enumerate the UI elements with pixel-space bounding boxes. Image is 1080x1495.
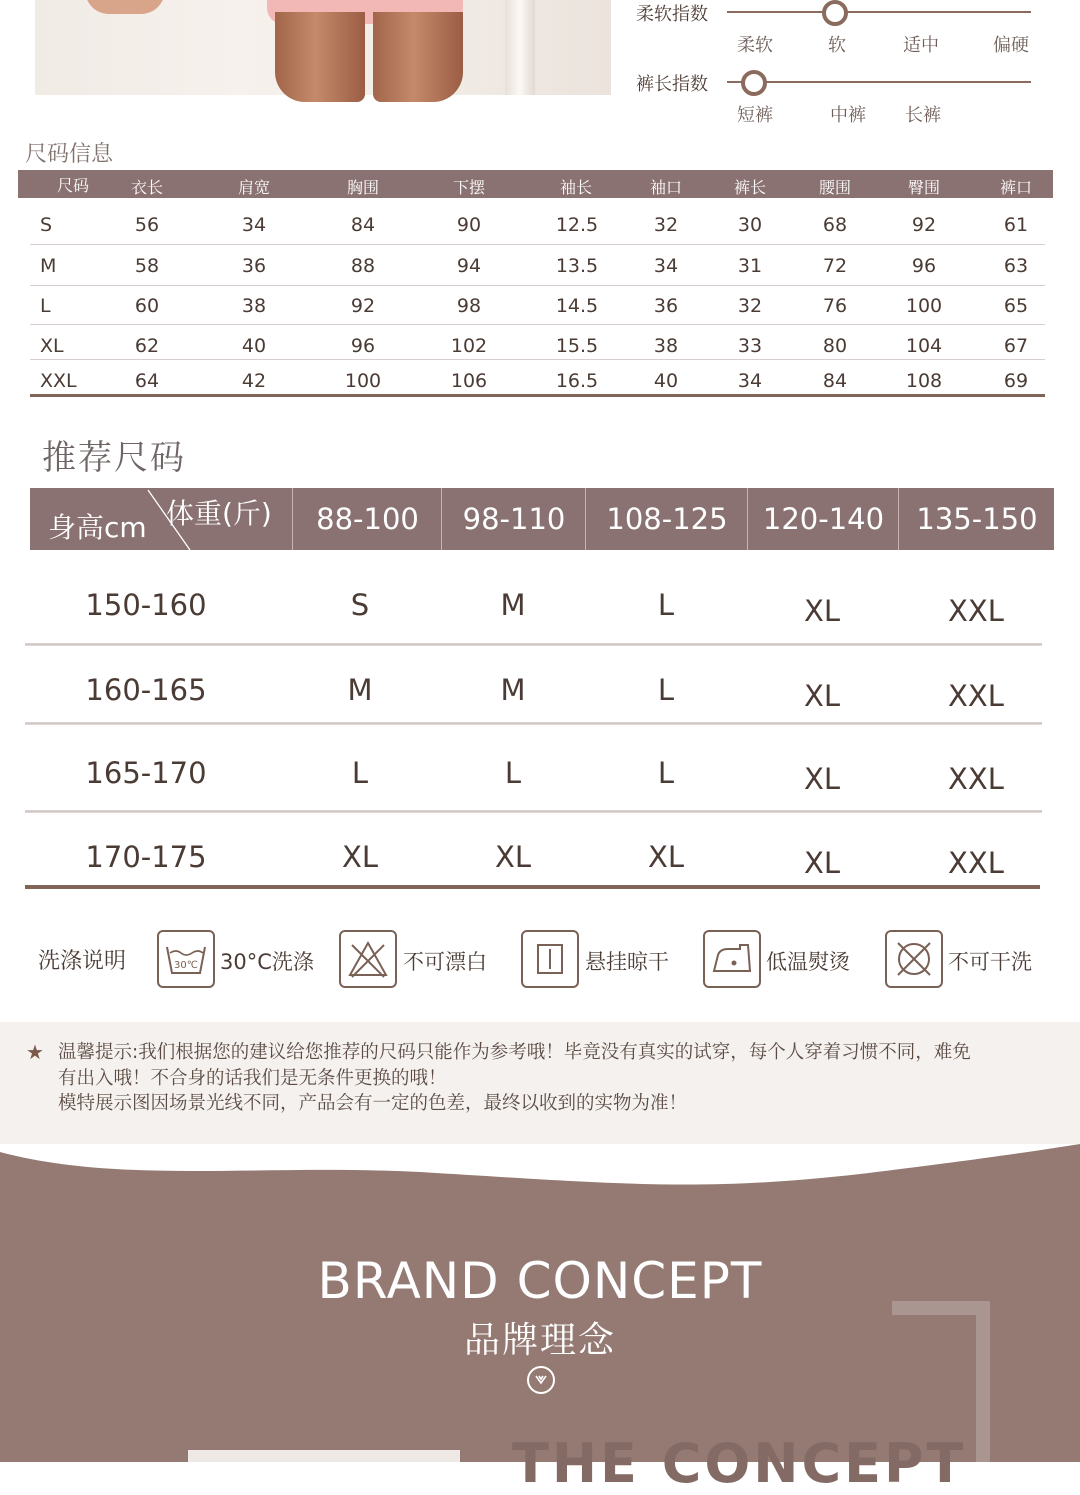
- recommended-size-cell: M: [500, 673, 526, 707]
- size-value-cell: 32: [653, 214, 679, 236]
- height-range-cell: 170-175: [85, 840, 207, 874]
- corner-height-label: 身高cm: [48, 511, 147, 544]
- size-value-cell: 30: [737, 214, 763, 236]
- hang-dry-icon: [521, 930, 579, 988]
- length-option: 短裤: [737, 105, 773, 126]
- star-icon: ★: [26, 1040, 44, 1064]
- recommended-size-cell: M: [347, 673, 373, 707]
- size-value-cell: 98: [456, 295, 482, 317]
- size-value-cell: 67: [1003, 335, 1029, 357]
- row-divider: [30, 285, 1045, 286]
- size-table-header: [18, 170, 1053, 198]
- size-value-cell: 16.5: [555, 370, 599, 392]
- size-value-cell: 102: [450, 335, 488, 357]
- size-value-cell: 88: [350, 255, 376, 277]
- model-leg-right: [373, 12, 463, 102]
- size-value-cell: 108: [905, 370, 943, 392]
- header-cell: 袖长: [559, 178, 593, 197]
- header-cell: 裤长: [733, 178, 767, 197]
- header-cell: 尺码: [57, 176, 90, 195]
- size-value-cell: 69: [1003, 370, 1029, 392]
- tips-line: 温馨提示:我们根据您的建议给您推荐的尺码只能作为参考哦！毕竟没有真实的试穿，每个人穿着习惯不同，难免: [58, 1042, 971, 1063]
- size-value-cell: 36: [653, 295, 679, 317]
- size-value-cell: 100: [905, 295, 943, 317]
- header-cell: 肩宽: [237, 178, 271, 197]
- size-value-cell: 15.5: [555, 335, 599, 357]
- wash-label: 低温熨烫: [766, 950, 850, 974]
- chevron-down-icon: [527, 1366, 555, 1394]
- size-value-cell: 33: [737, 335, 763, 357]
- recommended-size-cell: XL: [803, 846, 841, 880]
- recommend-table-bottom-rule: [25, 885, 1040, 889]
- recommended-size-cell: XXL: [948, 594, 1004, 628]
- size-value-cell: 34: [653, 255, 679, 277]
- header-cell: 胸围: [346, 178, 380, 197]
- recommend-title: 推荐尺码: [42, 438, 186, 478]
- size-value-cell: 92: [350, 295, 376, 317]
- size-value-cell: 61: [1003, 214, 1029, 236]
- size-label-cell: XXL: [40, 370, 77, 392]
- weight-range-header: 108-125: [585, 488, 748, 550]
- size-value-cell: 90: [456, 214, 482, 236]
- size-value-cell: 80: [822, 335, 848, 357]
- wash-label: 不可漂白: [403, 950, 487, 974]
- size-value-cell: 40: [241, 335, 267, 357]
- weight-range-header: 135-150: [898, 488, 1055, 550]
- model-leg-left: [275, 12, 365, 102]
- softness-option: 柔软: [737, 35, 773, 56]
- row-divider: [25, 722, 1042, 725]
- wash-30-icon-text: 30℃: [174, 960, 198, 971]
- recommended-size-cell: L: [657, 673, 675, 707]
- size-value-cell: 34: [241, 214, 267, 236]
- brand-title-en: BRAND CONCEPT: [317, 1252, 763, 1310]
- model-photo: [35, 0, 611, 95]
- wash-label: 不可干洗: [948, 950, 1032, 974]
- header-cell: 衣长: [130, 178, 164, 197]
- weight-range-header: 88-100: [292, 488, 442, 550]
- recommended-size-cell: XXL: [948, 762, 1004, 796]
- size-row: [30, 370, 1045, 396]
- size-row: [30, 214, 1045, 240]
- size-value-cell: 36: [241, 255, 267, 277]
- corner-weight-label: 体重(斤): [166, 497, 272, 530]
- brand-ghost-text: THE CONCEPT: [512, 1432, 967, 1495]
- size-value-cell: 31: [737, 255, 763, 277]
- recommended-size-cell: XXL: [948, 679, 1004, 713]
- recommended-size-cell: L: [657, 756, 675, 790]
- background-pillar: [505, 0, 535, 95]
- brand-title-zh: 品牌理念: [463, 1320, 616, 1361]
- length-option: 长裤: [905, 105, 941, 126]
- size-value-cell: 104: [905, 335, 943, 357]
- header-cell: 腰围: [818, 178, 852, 197]
- recommended-size-cell: XXL: [948, 846, 1004, 880]
- softness-option: 适中: [903, 35, 939, 56]
- height-range-cell: 150-160: [85, 588, 207, 622]
- size-table-bottom-rule: [30, 394, 1045, 397]
- length-index-label: 裤长指数: [636, 74, 708, 95]
- size-value-cell: 84: [350, 214, 376, 236]
- low-iron-icon: [703, 930, 761, 988]
- header-cell: 下摆: [452, 178, 486, 197]
- size-label-cell: L: [40, 295, 51, 317]
- model-hand: [85, 0, 165, 14]
- height-range-cell: 160-165: [85, 673, 207, 707]
- recommended-size-cell: XL: [494, 840, 532, 874]
- softness-index-label: 柔软指数: [636, 4, 708, 25]
- size-value-cell: 64: [134, 370, 160, 392]
- tips-line: 有出入哦！不合身的话我们是无条件更换的哦！: [58, 1068, 447, 1089]
- softness-index-knob: [822, 0, 848, 26]
- size-label-cell: XL: [40, 335, 64, 357]
- header-cell: 裤口: [999, 178, 1033, 197]
- row-divider: [30, 324, 1045, 325]
- recommended-size-cell: XL: [803, 762, 841, 796]
- brand-wave-top: [0, 1144, 1080, 1204]
- weight-range-header: 120-140: [747, 488, 899, 550]
- row-divider: [30, 244, 1045, 245]
- size-value-cell: 42: [241, 370, 267, 392]
- size-value-cell: 38: [653, 335, 679, 357]
- wash-title: 洗涤说明: [38, 949, 127, 974]
- size-value-cell: 13.5: [555, 255, 599, 277]
- size-row: [30, 335, 1045, 361]
- size-value-cell: 14.5: [555, 295, 599, 317]
- recommended-size-cell: L: [657, 588, 675, 622]
- length-index-track: [727, 81, 1031, 83]
- brand-concept-section: [0, 1144, 1080, 1495]
- size-value-cell: 68: [822, 214, 848, 236]
- size-value-cell: 76: [822, 295, 848, 317]
- size-value-cell: 96: [350, 335, 376, 357]
- tips-box: [0, 1022, 1080, 1144]
- softness-option: 偏硬: [993, 35, 1029, 56]
- header-cell: 袖口: [649, 178, 683, 197]
- size-value-cell: 94: [456, 255, 482, 277]
- corner-diagonal-line: [30, 488, 292, 550]
- recommend-table-header: [30, 488, 1054, 550]
- recommended-size-cell: M: [500, 588, 526, 622]
- height-range-cell: 165-170: [85, 756, 207, 790]
- recommended-size-cell: XL: [803, 594, 841, 628]
- row-divider: [30, 359, 1045, 360]
- size-value-cell: 96: [911, 255, 937, 277]
- no-dry-clean-icon: [885, 930, 943, 988]
- size-value-cell: 62: [134, 335, 160, 357]
- size-value-cell: 63: [1003, 255, 1029, 277]
- size-value-cell: 40: [653, 370, 679, 392]
- size-row: [30, 295, 1045, 321]
- size-value-cell: 58: [134, 255, 160, 277]
- size-value-cell: 38: [241, 295, 267, 317]
- no-bleach-icon: [339, 930, 397, 988]
- wash-30-icon: [157, 930, 215, 988]
- header-cell: 臀围: [907, 178, 941, 197]
- recommended-size-cell: S: [350, 588, 370, 622]
- size-value-cell: 56: [134, 214, 160, 236]
- softness-index-track: [727, 11, 1031, 13]
- length-option: 中裤: [830, 105, 866, 126]
- size-value-cell: 92: [911, 214, 937, 236]
- size-value-cell: 12.5: [555, 214, 599, 236]
- size-value-cell: 106: [450, 370, 488, 392]
- tips-line: 模特展示图因场景光线不同，产品会有一定的色差，最终以收到的实物为准！: [58, 1093, 688, 1114]
- size-value-cell: 100: [344, 370, 382, 392]
- row-divider: [25, 810, 1042, 813]
- recommended-size-cell: L: [351, 756, 369, 790]
- size-value-cell: 60: [134, 295, 160, 317]
- light-panel: [188, 1450, 460, 1462]
- size-value-cell: 34: [737, 370, 763, 392]
- recommended-size-cell: XL: [647, 840, 685, 874]
- size-value-cell: 72: [822, 255, 848, 277]
- size-label-cell: S: [40, 214, 53, 236]
- recommended-size-cell: XL: [803, 679, 841, 713]
- softness-option: 软: [828, 35, 846, 56]
- size-value-cell: 65: [1003, 295, 1029, 317]
- size-info-title: 尺码信息: [25, 142, 114, 167]
- weight-range-header: 98-110: [441, 488, 586, 550]
- wash-label: 30°C洗涤: [220, 950, 314, 974]
- length-index-knob: [741, 70, 767, 96]
- size-value-cell: 84: [822, 370, 848, 392]
- size-label-cell: M: [40, 255, 57, 277]
- size-row: [30, 255, 1045, 281]
- row-divider: [25, 643, 1042, 646]
- wash-label: 悬挂晾干: [585, 950, 669, 974]
- size-value-cell: 32: [737, 295, 763, 317]
- recommended-size-cell: XL: [341, 840, 379, 874]
- recommended-size-cell: L: [504, 756, 522, 790]
